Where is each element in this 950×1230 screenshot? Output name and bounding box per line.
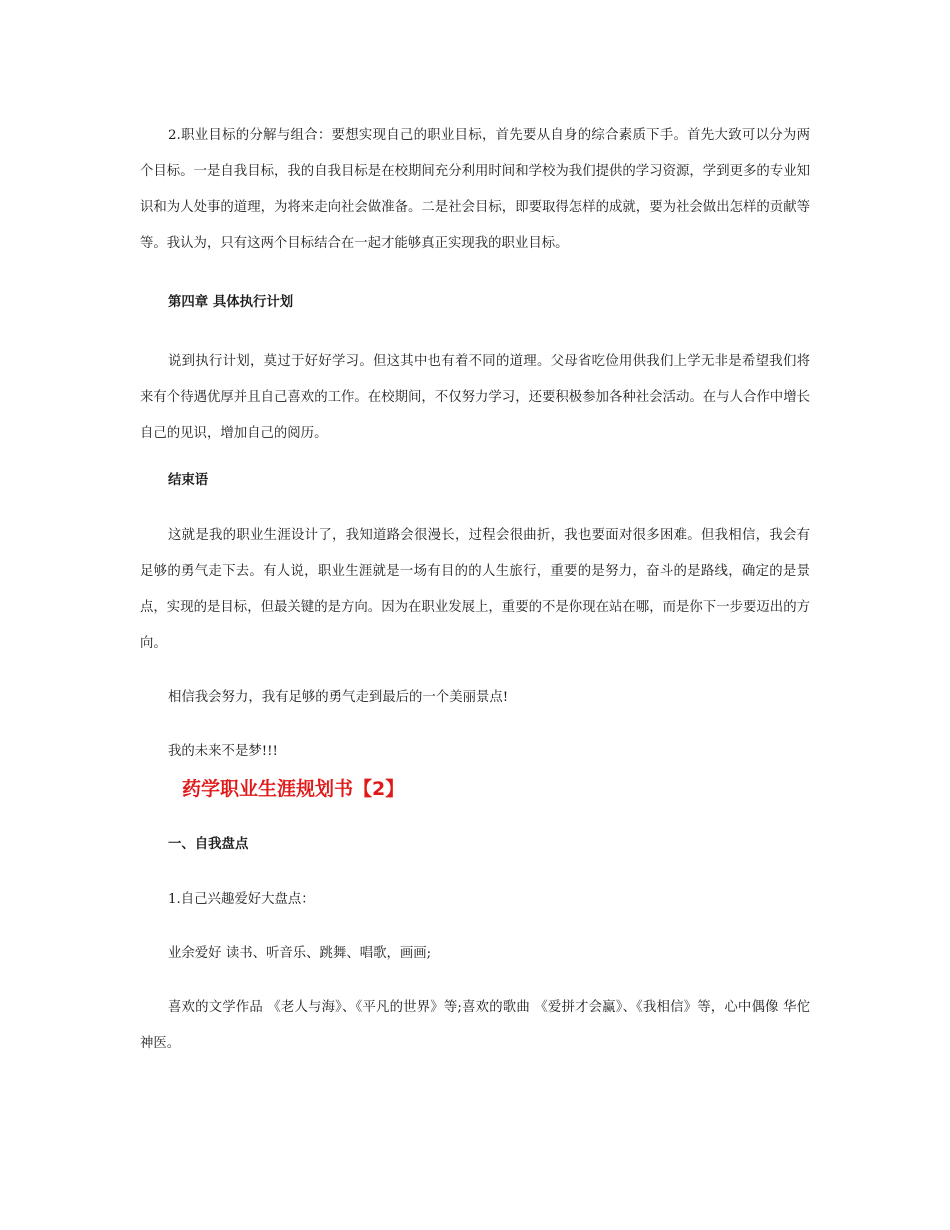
spacer [140, 262, 810, 292]
spacer [140, 918, 810, 936]
paragraph-hobbies: 业余爱好 读书、听音乐、跳舞、唱歌，画画; [168, 946, 432, 961]
section-title-2: 药学职业生涯规划书【2】 [182, 778, 405, 800]
spacer [140, 856, 810, 882]
heading-chapter-4: 第四章 具体执行计划 [168, 295, 294, 310]
spacer [140, 716, 810, 734]
spacer [140, 662, 810, 680]
paragraph-execution-plan: 说到执行计划，莫过于好好学习。但这其中也有着不同的道理。父母省吃俭用供我们上学无非是希望我们将来有个待遇优厚并且自己喜欢的工作。在校期间，不仅努力学习，还要积极参加各种社会活动。在与人合作中增长自己的见识，增加自己的阅历。 [140, 354, 810, 441]
heading-self-review: 一、自我盘点 [168, 837, 249, 852]
spacer [140, 492, 810, 518]
paragraph-conclusion: 这就是我的职业生涯设计了，我知道路会很漫长，过程会很曲折，我也要面对很多困难。但我相信，我会有足够的勇气走下去。有人说，职业生涯就是一场有目的的人生旅行，重要的是努力，奋斗的是路线，确定的是景点，实现的是目标，但最关键的是方向。因为在职业发展上，重要的不是你现在站在哪，而是你下一步要迈出的方向。 [140, 528, 810, 651]
document-body [140, 118, 810, 1062]
paragraph-interest-title: 1.自己兴趣爱好大盘点： [168, 892, 315, 907]
paragraph-believe: 相信我会努力，我有足够的勇气走到最后的一个美丽景点! [168, 690, 509, 705]
spacer [140, 804, 810, 834]
spacer [140, 314, 810, 344]
paragraph-favorites: 喜欢的文学作品 《老人与海》、《平凡的世界》等;喜欢的歌曲 《爱拼才会赢》、《我相信》等，心中偶像 华佗神医。 [140, 1000, 810, 1051]
paragraph-goal-decomposition: 2.职业目标的分解与组合：要想实现自己的职业目标，首先要从自身的综合素质下手。首先大致可以分为两个目标。一是自我目标，我的自我目标是在校期间充分利用时间和学校为我们提供的学习资源，学到更多的专业知识和为人处事的道理，为将来走向社会做准备。二是社会目标，即要取得怎样的成就，要为社会做出怎样的贡献等等。我认为，只有这两个目标结合在一起才能够真正实现我的职业目标。 [140, 128, 810, 251]
heading-conclusion: 结束语 [168, 473, 209, 488]
spacer [140, 452, 810, 470]
spacer [140, 972, 810, 990]
paragraph-dream: 我的未来不是梦!!! [168, 744, 278, 759]
